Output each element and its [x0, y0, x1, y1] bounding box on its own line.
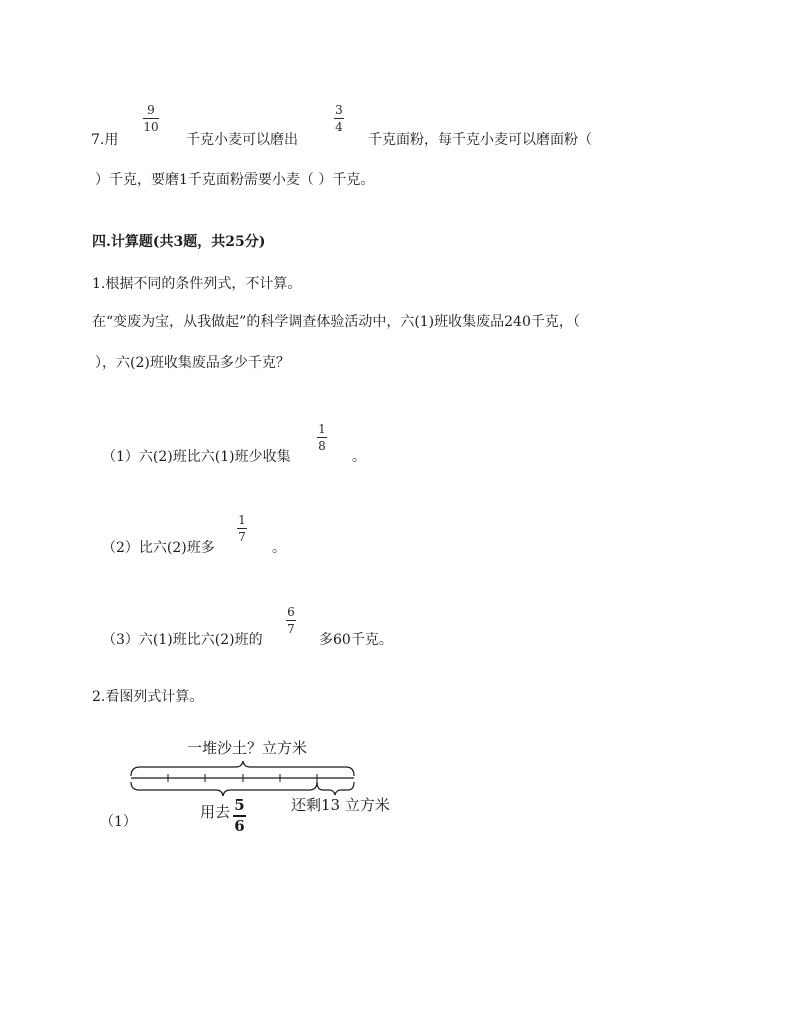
fraction-numerator: 1	[238, 513, 246, 527]
fraction-denominator: 8	[318, 439, 326, 453]
fraction-denominator: 7	[238, 530, 246, 544]
q7-prefix: 7.用	[91, 132, 119, 148]
p1-condition-2-end: 。	[272, 540, 286, 556]
p1-condition-3-end: 多60千克。	[319, 632, 393, 648]
p1-condition-1: （1）六(2)班比六(1)班少收集	[102, 449, 291, 465]
q7-middle-text: 千克小麦可以磨出	[186, 132, 298, 148]
fraction-denominator: 6	[234, 816, 245, 835]
fraction-denominator: 4	[335, 120, 343, 134]
p1-text-line1: 在“变废为宝，从我做起”的科学调查体验活动中，六(1)班收集废品240千克，（	[92, 314, 580, 330]
fraction-numerator: 1	[318, 422, 326, 436]
fraction-denominator: 7	[287, 622, 295, 636]
fraction-numerator: 9	[147, 103, 155, 117]
p2-title: 2.看图列式计算。	[92, 689, 204, 705]
diagram-used-fraction	[233, 798, 246, 834]
diagram-remaining-label: 还剩13 立方米	[291, 796, 390, 814]
diagram-top-label: 一堆沙土？立方米	[187, 739, 308, 757]
p1-title: 1.根据不同的条件列式，不计算。	[92, 276, 302, 292]
section-title: 四.计算题(共3题，共25分)	[92, 234, 266, 250]
p2-item-label: （1）	[100, 814, 137, 830]
fraction-denominator: 10	[143, 120, 159, 134]
used-brace	[131, 782, 317, 796]
p1-condition-3: （3）六(1)班比六(2)班的	[102, 632, 263, 648]
q7-second-line: ）千克，要磨1千克面粉需要小麦（ ）千克。	[95, 172, 375, 188]
fraction-numerator: 5	[234, 796, 245, 814]
fraction-numerator: 3	[335, 103, 343, 117]
top-brace	[131, 761, 354, 776]
fraction-numerator: 6	[287, 605, 295, 619]
p1-condition-1-end: 。	[352, 449, 366, 465]
remaining-brace	[317, 782, 354, 795]
q7-suffix-text: 千克面粉，每千克小麦可以磨面粉（	[368, 132, 592, 148]
diagram-used-label: 用去	[200, 803, 231, 821]
p1-text-line2: ），六(2)班收集废品多少千克？	[95, 355, 290, 371]
p1-condition-2: （2）比六(2)班多	[102, 540, 215, 556]
